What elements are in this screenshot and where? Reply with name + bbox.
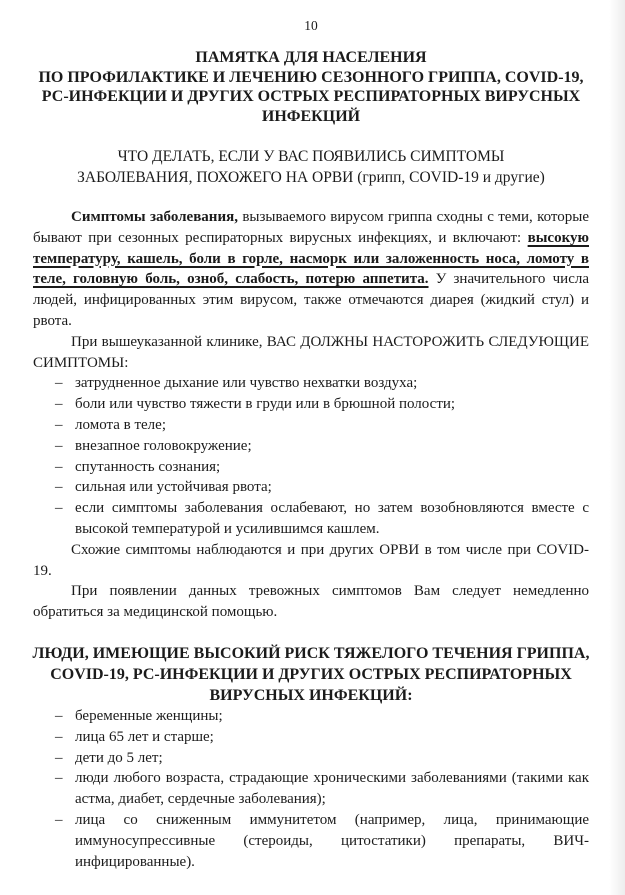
list-item-text: беременные женщины;: [75, 707, 223, 724]
heading-line: COVID-19, РС-ИНФЕКЦИИ И ДРУГИХ ОСТРЫХ РЕСПИРАТОРНЫХ: [50, 665, 572, 683]
list-item-text: лица 65 лет и старше;: [75, 728, 214, 745]
risk-group-heading: [21, 643, 601, 706]
list-item: [33, 498, 589, 540]
list-item-text: если симптомы заболевания ослабевают, но затем возобновляются вместе с высокой температурой и усилившимся кашлем.: [75, 500, 589, 537]
text-segment-regular: вызываемого вирусом гриппа сходны с теми, которые бывают при сезонных респираторных вирусных инфекциях, и включают:: [33, 209, 590, 246]
similar-symptoms-paragraph: Схожие симптомы наблюдаются и при других ОРВИ в том числе при COVID-19.: [33, 541, 589, 579]
symptoms-paragraph: [33, 207, 589, 332]
heading-line: ВИРУСНЫХ ИНФЕКЦИЙ:: [209, 686, 413, 704]
alert-intro-paragraph: При вышеуказанной клинике, ВАС ДОЛЖНЫ НАСТОРОЖИТЬ СЛЕДУЮЩИЕ СИМПТОМЫ:: [33, 333, 589, 371]
list-item: [33, 706, 589, 727]
text-segment-bold: Симптомы заболевания,: [71, 209, 238, 225]
list-item: [33, 748, 589, 769]
scan-edge-shadow: [609, 0, 625, 895]
dash-bullet: –: [55, 811, 63, 828]
list-item: [33, 394, 589, 415]
list-item: [33, 373, 589, 394]
text-segment-bold-underline: высокую температуру, кашель, боли в горле, насморк или заложенность носа, ломоту в теле, головную боль, озноб, слабость, потерю аппетита.: [33, 229, 589, 288]
list-item: [33, 768, 589, 810]
dash-bullet: –: [55, 770, 63, 787]
heading-line: ЧТО ДЕЛАТЬ, ЕСЛИ У ВАС ПОЯВИЛИСЬ СИМПТОМЫ: [117, 148, 505, 165]
seek-help-paragraph: При появлении данных тревожных симптомов Вам следует немедленно обратиться за медицинской помощью.: [33, 583, 589, 621]
heading-line: ЛЮДИ, ИМЕЮЩИЕ ВЫСОКИЙ РИСК ТЯЖЕЛОГО ТЕЧЕНИЯ ГРИППА,: [32, 644, 590, 662]
list-item: [33, 477, 589, 498]
dash-bullet: –: [55, 458, 63, 475]
document-subtitle: [27, 146, 595, 188]
list-item: [33, 810, 589, 872]
list-item-text: затрудненное дыхание или чувство нехватки воздуха;: [75, 375, 418, 392]
dash-bullet: –: [55, 437, 63, 454]
list-item: [33, 457, 589, 478]
alert-symptoms-list: [33, 373, 589, 539]
list-item-text: сильная или устойчивая рвота;: [75, 479, 272, 496]
heading-line: ПАМЯТКА ДЛЯ НАСЕЛЕНИЯ: [195, 49, 427, 66]
dash-bullet: –: [55, 749, 63, 766]
dash-bullet: –: [55, 375, 63, 392]
risk-group-list: [33, 706, 589, 872]
heading-line: ПО ПРОФИЛАКТИКЕ И ЛЕЧЕНИЮ СЕЗОННОГО ГРИППА, COVID-19,: [38, 68, 584, 86]
list-item-text: ломота в теле;: [75, 416, 166, 433]
dash-bullet: –: [55, 396, 63, 413]
dash-bullet: –: [55, 416, 63, 433]
text-segment-regular: У значительного числа людей, инфицированных этим вирусом, также отмечаются диарея (жидкий стул) и рвота.: [33, 271, 589, 329]
dash-bullet: –: [55, 707, 63, 724]
dash-bullet: –: [55, 479, 63, 496]
list-item-text: спутанность сознания;: [75, 458, 221, 475]
page-number: 10: [304, 18, 318, 33]
document-title: [21, 48, 601, 126]
list-item: [33, 727, 589, 748]
list-item-text: лица со сниженным иммунитетом (например, лица, принимающие иммуносупрессивные (стероиды, цитостатики) препараты, ВИЧ-инфицированные).: [75, 811, 589, 870]
list-item: [33, 436, 589, 457]
list-item: [33, 415, 589, 436]
heading-line: ЗАБОЛЕВАНИЯ, ПОХОЖЕГО НА ОРВИ (грипп, COVID-19 и другие): [77, 169, 545, 186]
list-item-text: внезапное головокружение;: [75, 437, 252, 454]
heading-line: РС-ИНФЕКЦИИ И ДРУГИХ ОСТРЫХ РЕСПИРАТОРНЫХ ВИРУСНЫХ: [41, 88, 581, 105]
dash-bullet: –: [55, 500, 63, 517]
list-item-text: боли или чувство тяжести в груди или в брюшной полости;: [75, 396, 456, 413]
list-item-text: люди любого возраста, страдающие хроническими заболеваниями (такими как астма, диабет, сердечные заболевания);: [75, 770, 589, 808]
list-item-text: дети до 5 лет;: [75, 749, 163, 766]
heading-line: ИНФЕКЦИЙ: [261, 107, 361, 125]
dash-bullet: –: [55, 728, 63, 745]
